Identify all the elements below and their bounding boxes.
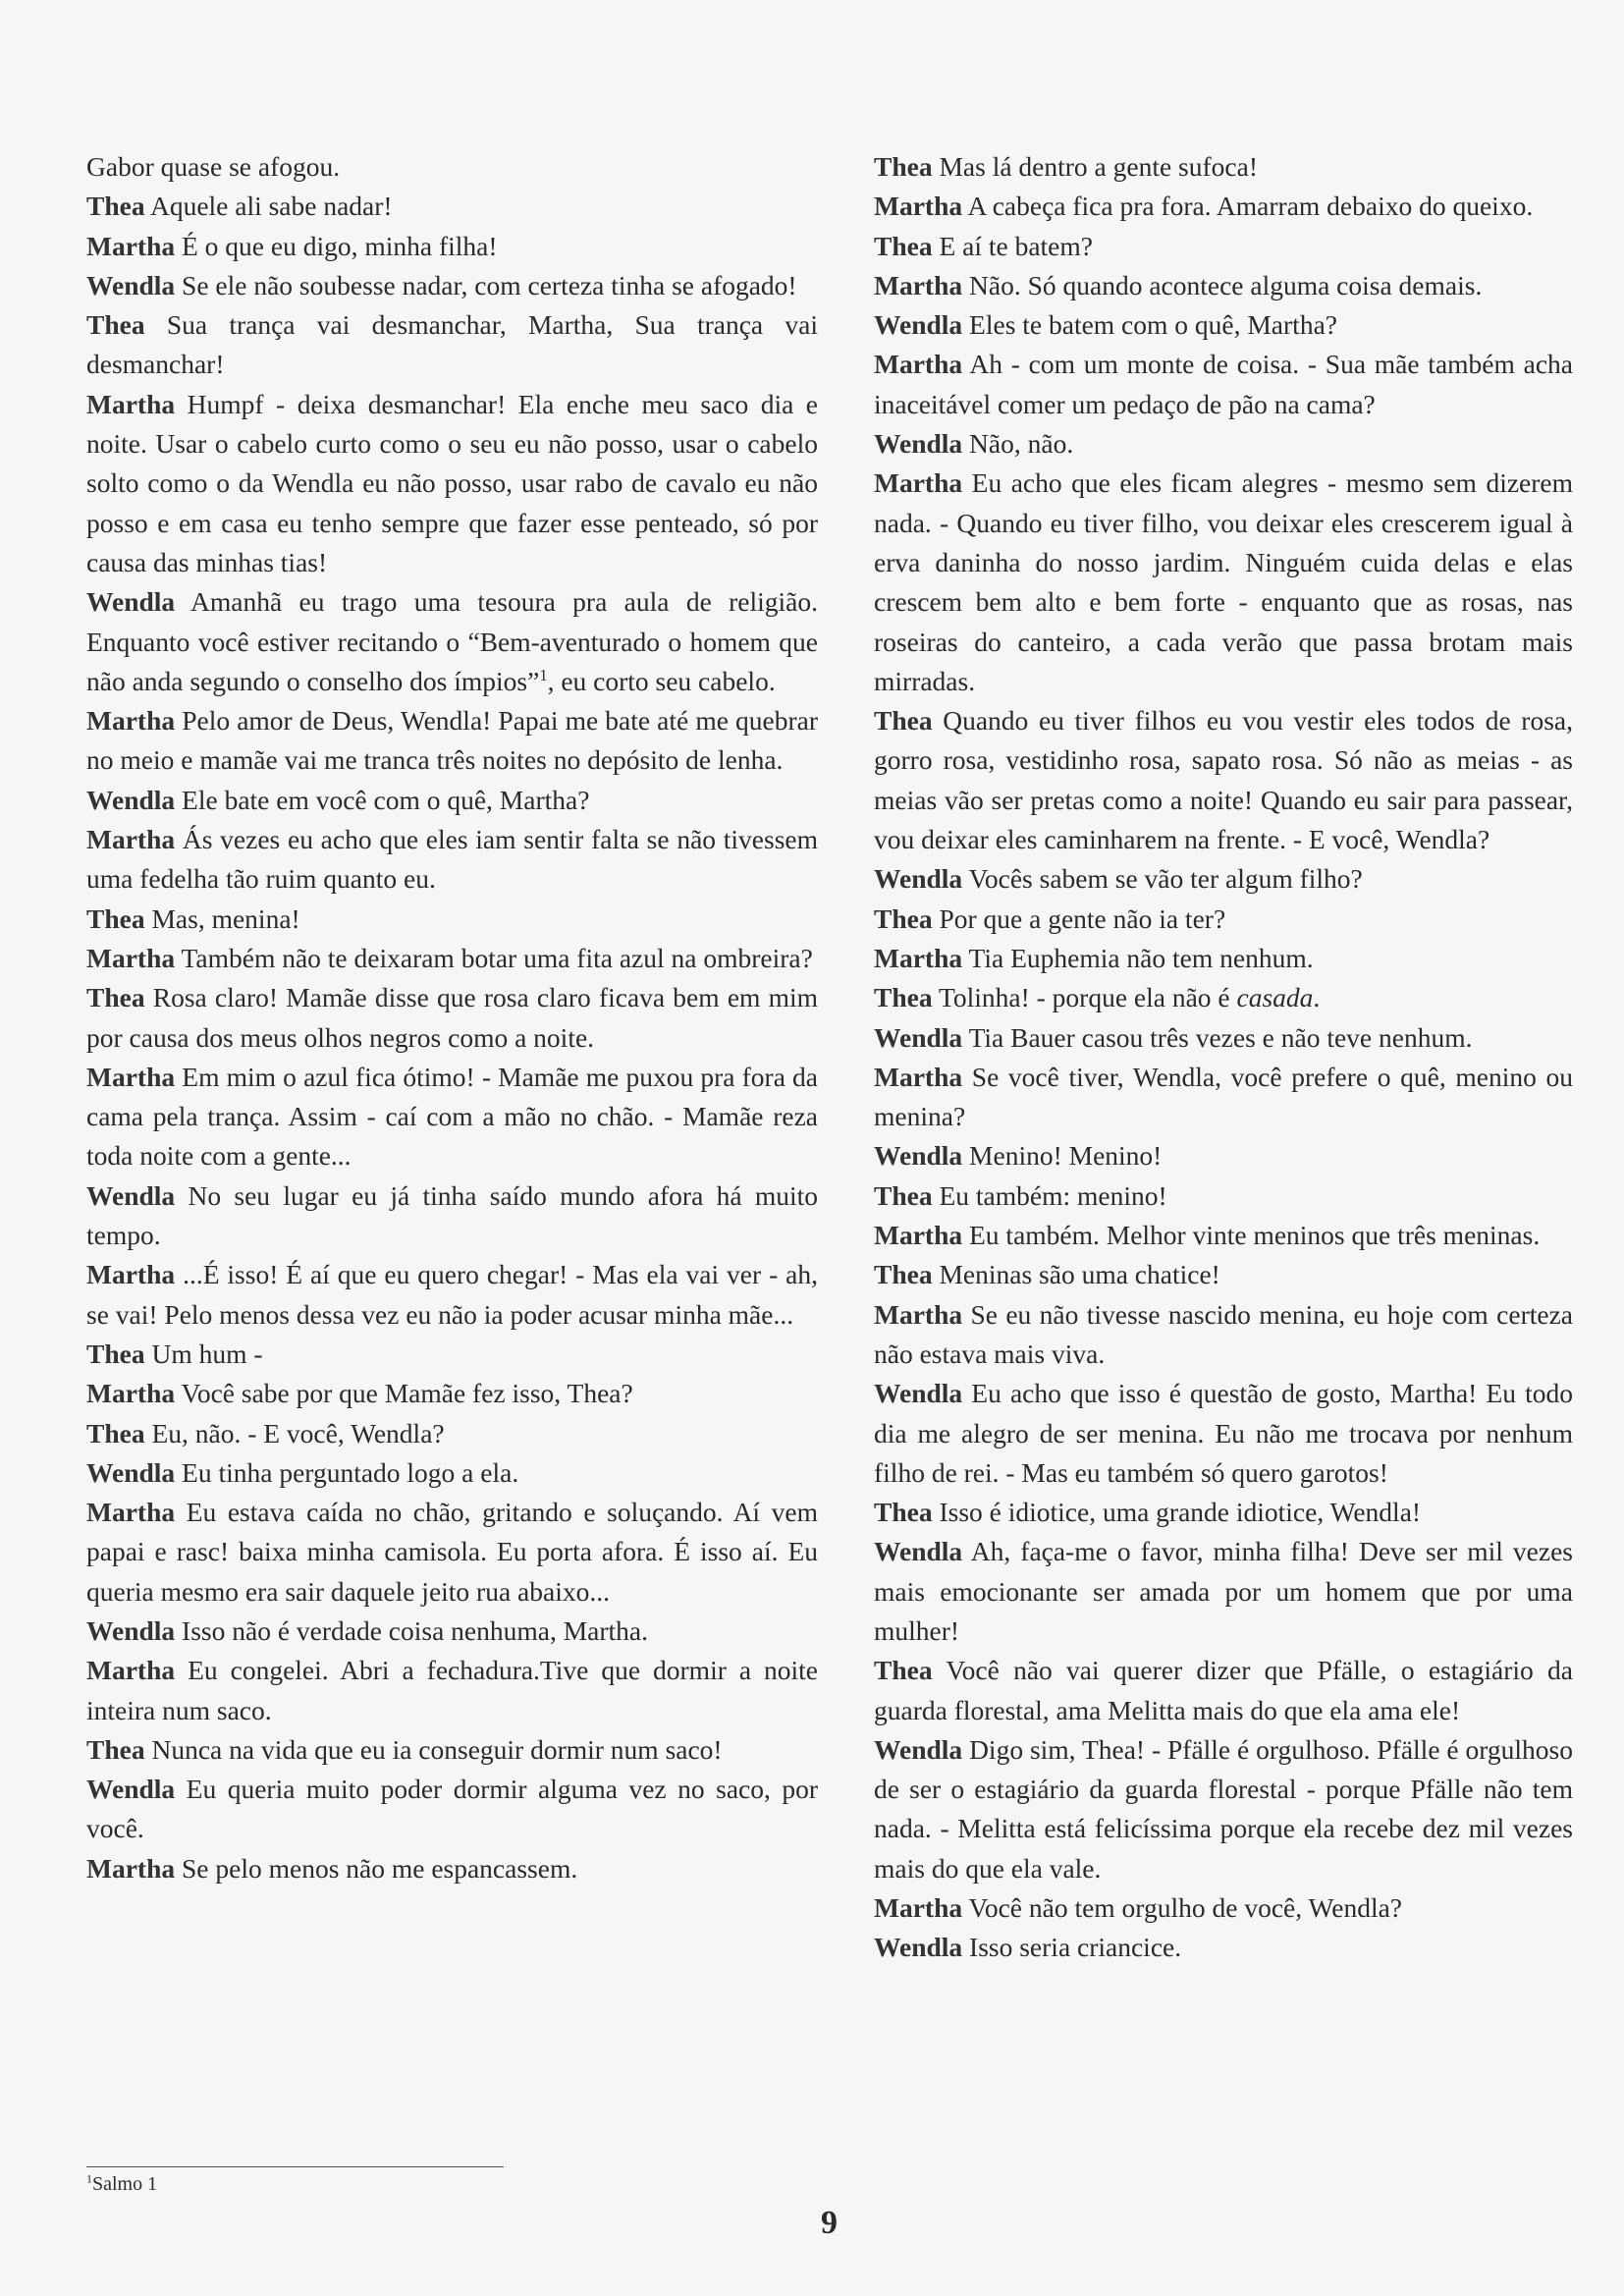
dialogue-line xyxy=(874,900,1573,939)
dialogue-line xyxy=(874,1136,1573,1175)
dialogue-line xyxy=(874,1295,1573,1375)
dialogue-line xyxy=(86,147,818,187)
dialogue-line xyxy=(86,1770,818,1849)
line-text: Isso é idiotice, uma grande idiotice, Wendla! xyxy=(939,1497,1422,1528)
speaker-name: Wendla xyxy=(86,1179,176,1211)
line-text: Isso seria criancice. xyxy=(969,1932,1182,1963)
dialogue-line xyxy=(86,582,818,701)
speaker-name: Martha xyxy=(86,1259,176,1290)
speaker-name: Wendla xyxy=(86,1774,176,1805)
line-text: Sua trança vai desmanchar, Martha, Sua trança vai desmanchar! xyxy=(86,309,818,380)
line-text: Se ele não soubesse nadar, com certeza tinha se afogado! xyxy=(182,269,797,301)
speaker-name: Martha xyxy=(86,1497,176,1528)
line-text: Eu acho que isso é questão de gosto, Martha! Eu todo dia me alegro de ser menina. Eu não me trocava por nenhum filho de rei. - Mas eu também só quero garotos! xyxy=(874,1378,1574,1488)
line-text: ...É isso! É aí que eu quero chegar! - Mas ela vai ver - ah, se vai! Pelo menos dessa vez eu não ia poder acusar minha mãe... xyxy=(86,1259,819,1330)
speaker-name: Martha xyxy=(874,349,963,380)
line-text: Eu acho que eles ficam alegres - mesmo sem dizerem nada. - Quando eu tiver filho, vou deixar eles crescerem igual à erva daninha do nosso jardim. Ninguém cuida delas e elas crescem bem alto e bem forte - enquanto que as rosas, nas roseiras do canteiro, a cada verão que passa brotam mais mirradas. xyxy=(874,467,1574,696)
line-text: Humpf - deixa desmanchar! Ela enche meu saco dia e noite. Usar o cabelo curto como o seu eu não posso, usar o cabelo solto como o da Wendla eu não posso, usar rabo de cavalo eu não posso e em casa eu tenho sempre que fazer esse penteado, só por causa das minhas tias! xyxy=(86,388,818,577)
dialogue-line xyxy=(874,1928,1573,1967)
speaker-name: Thea xyxy=(86,1733,145,1765)
line-text: Você não vai querer dizer que Pfälle, o estagiário da guarda florestal, ama Melitta mais do que ela ama ele! xyxy=(874,1655,1573,1725)
line-text: Eu estava caída no chão, gritando e soluçando. Aí vem papai e rasc! baixa minha camisola. Eu porta afora. É isso aí. Eu queria mesmo era sair daquele jeito rua abaixo... xyxy=(86,1497,818,1607)
dialogue-line xyxy=(874,424,1573,464)
speaker-name: Martha xyxy=(86,1378,176,1409)
line-text: Você sabe por que Mamãe fez isso, Thea? xyxy=(181,1378,633,1409)
speaker-name: Thea xyxy=(874,1497,933,1528)
speaker-name: Martha xyxy=(86,1061,176,1092)
footnote-reference: 1 xyxy=(539,665,548,684)
dialogue-line xyxy=(874,859,1573,899)
line-text-continued: , eu corto seu cabelo. xyxy=(547,665,776,696)
speaker-name: Thea xyxy=(86,982,145,1013)
line-text: Ás vezes eu acho que eles iam sentir falta se não tivessem uma fedelha tão ruim quanto eu. xyxy=(86,824,819,895)
line-text: Tolinha! - porque ela não é xyxy=(938,982,1237,1013)
dialogue-line xyxy=(874,1651,1573,1730)
dialogue-line xyxy=(874,1018,1573,1058)
speaker-name: Wendla xyxy=(86,784,176,815)
speaker-name: Wendla xyxy=(874,1932,963,1963)
dialogue-line xyxy=(86,939,818,978)
dialogue-line xyxy=(874,305,1573,345)
speaker-name: Wendla xyxy=(874,428,963,460)
dialogue-line xyxy=(874,227,1573,266)
line-text: Nunca na vida que eu ia conseguir dormir num saco! xyxy=(151,1733,723,1765)
dialogue-line xyxy=(874,1176,1573,1216)
left-text-column xyxy=(86,147,818,1888)
line-text: A cabeça fica pra fora. Amarram debaixo do queixo. xyxy=(967,191,1534,222)
speaker-name: Thea xyxy=(874,1655,933,1686)
dialogue-line xyxy=(874,266,1573,305)
dialogue-line xyxy=(874,1058,1573,1137)
dialogue-line xyxy=(874,1730,1573,1888)
line-text: Não. Só quando acontece alguma coisa demais. xyxy=(969,269,1483,301)
line-text: Eu queria muito poder dormir alguma vez no saco, por você. xyxy=(86,1774,819,1844)
speaker-name: Wendla xyxy=(86,269,176,301)
line-text: Eu, não. - E você, Wendla? xyxy=(151,1417,445,1449)
line-text: Isso não é verdade coisa nenhuma, Martha. xyxy=(182,1614,649,1646)
page-number: 9 xyxy=(821,2205,838,2241)
line-text: Digo sim, Thea! - Pfälle é orgulhoso. Pfälle é orgulhoso de ser o estagiário da guarda florestal - porque Pfälle não tem nada. - Melitta está felicíssima porque ela recebe dez mil vezes mais do que ela vale. xyxy=(874,1733,1574,1884)
dialogue-line xyxy=(86,1414,818,1453)
line-text: Pelo amor de Deus, Wendla! Papai me bate até me quebrar no meio e mamãe vai me tranca três noites no depósito de lenha. xyxy=(86,705,818,776)
dialogue-line xyxy=(874,701,1573,859)
line-text: Mas lá dentro a gente sufoca! xyxy=(939,151,1258,182)
speaker-name: Wendla xyxy=(874,863,963,895)
line-text: Meninas são uma chatice! xyxy=(939,1259,1220,1290)
line-text: Se pelo menos não me espancassem. xyxy=(182,1852,578,1884)
speaker-name: Thea xyxy=(86,902,145,934)
line-text: Eu também: menino! xyxy=(939,1179,1167,1211)
line-text: Tia Bauer casou três vezes e não teve nenhum. xyxy=(968,1021,1473,1053)
line-text: No seu lugar eu já tinha saído mundo afora há muito tempo. xyxy=(86,1179,818,1251)
speaker-name: Martha xyxy=(86,1655,176,1686)
dialogue-line xyxy=(86,1453,818,1493)
footnote-rule xyxy=(86,2166,504,2167)
line-text: Você não tem orgulho de você, Wendla? xyxy=(968,1892,1402,1924)
line-text: Se você tiver, Wendla, você prefere o quê, menino ou menina? xyxy=(874,1061,1573,1132)
line-text: Ah, faça-me o favor, minha filha! Deve ser mil vezes mais emocionante ser amada por um homem que por uma mulher! xyxy=(874,1536,1573,1646)
dialogue-line xyxy=(86,781,818,820)
line-text: E aí te batem? xyxy=(939,230,1093,261)
footnote-text: Salmo 1 xyxy=(92,2173,158,2195)
dialogue-line xyxy=(86,305,818,385)
line-text: Um hum - xyxy=(151,1338,263,1369)
dialogue-line xyxy=(86,1849,818,1888)
dialogue-line xyxy=(874,1888,1573,1928)
speaker-name: Martha xyxy=(874,191,963,222)
speaker-name: Martha xyxy=(86,705,176,737)
dialogue-line xyxy=(874,1532,1573,1651)
dialogue-line xyxy=(86,385,818,582)
line-text: Tia Euphemia não tem nenhum. xyxy=(968,942,1314,973)
speaker-name: Martha xyxy=(86,824,176,855)
speaker-name: Martha xyxy=(86,230,176,261)
line-text: Não, não. xyxy=(969,428,1074,460)
line-text: Quando eu tiver filhos eu vou vestir eles todos de rosa, gorro rosa, vestidinho rosa, sapato rosa. Só não as meias - as meias vão ser pretas como a noite! Quando eu sair para passear, vou deixar eles caminharem na frente. - E você, Wendla? xyxy=(874,705,1573,855)
dialogue-line xyxy=(86,1493,818,1612)
line-text: Eu congelei. Abri a fechadura.Tive que dormir a noite inteira num saco. xyxy=(86,1655,819,1725)
speaker-name: Martha xyxy=(86,942,176,973)
dialogue-line xyxy=(86,900,818,939)
dialogue-line xyxy=(86,1335,818,1374)
speaker-name: Thea xyxy=(86,1417,145,1449)
speaker-name: Martha xyxy=(874,467,963,499)
dialogue-line xyxy=(86,1612,818,1651)
line-text: Vocês sabem se vão ter algum filho? xyxy=(968,863,1363,895)
dialogue-line xyxy=(86,1176,818,1256)
line-text: Gabor quase se afogou. xyxy=(86,151,341,182)
dialogue-line xyxy=(874,1374,1573,1493)
dialogue-line xyxy=(874,345,1573,424)
dialogue-line xyxy=(86,820,818,900)
speaker-name: Wendla xyxy=(874,1733,963,1765)
right-text-column xyxy=(874,147,1573,1968)
dialogue-line xyxy=(86,1374,818,1413)
line-text: Também não te deixaram botar uma fita azul na ombreira? xyxy=(181,942,813,973)
speaker-name: Wendla xyxy=(86,1614,176,1646)
speaker-name: Wendla xyxy=(874,1378,963,1409)
dialogue-line xyxy=(86,1255,818,1335)
dialogue-line xyxy=(86,266,818,305)
speaker-name: Martha xyxy=(874,1220,963,1251)
line-text: Por que a gente não ia ter? xyxy=(939,902,1226,934)
speaker-name: Thea xyxy=(86,191,145,222)
speaker-name: Thea xyxy=(874,705,933,737)
dialogue-line xyxy=(874,464,1573,701)
dialogue-line xyxy=(86,187,818,226)
dialogue-line xyxy=(874,1493,1573,1532)
line-text: Em mim o azul fica ótimo! - Mamãe me puxou pra fora da cama pela trança. Assim - caí com a mão no chão. - Mamãe reza toda noite com a gente... xyxy=(86,1061,819,1172)
dialogue-line xyxy=(874,978,1573,1017)
speaker-name: Thea xyxy=(86,309,145,341)
dialogue-line xyxy=(86,701,818,781)
speaker-name: Thea xyxy=(874,902,933,934)
line-text: Ah - com um monte de coisa. - Sua mãe também acha inaceitável comer um pedaço de pão na cama? xyxy=(874,349,1573,419)
dialogue-line xyxy=(874,1216,1573,1255)
line-text-continued: . xyxy=(1313,982,1321,1013)
speaker-name: Thea xyxy=(874,1259,933,1290)
speaker-name: Wendla xyxy=(86,586,176,618)
line-text: Ele bate em você com o quê, Martha? xyxy=(182,784,590,815)
speaker-name: Wendla xyxy=(86,1456,176,1488)
dialogue-line xyxy=(874,939,1573,978)
footnote-marker: 1 xyxy=(86,2171,92,2186)
speaker-name: Wendla xyxy=(874,1536,963,1567)
dialogue-line xyxy=(86,227,818,266)
speaker-name: Thea xyxy=(86,1338,145,1369)
line-text: Se eu não tivesse nascido menina, eu hoje com certeza não estava mais viva. xyxy=(874,1298,1573,1369)
speaker-name: Martha xyxy=(86,1852,176,1884)
dialogue-line xyxy=(86,1730,818,1770)
line-text: Menino! Menino! xyxy=(969,1140,1163,1172)
dialogue-line xyxy=(874,147,1573,187)
emphasis-text: casada xyxy=(1236,982,1314,1013)
line-text: Mas, menina! xyxy=(151,902,300,934)
speaker-name: Thea xyxy=(874,982,933,1013)
line-text: Rosa claro! Mamãe disse que rosa claro ficava bem em mim por causa dos meus olhos negros como a noite. xyxy=(86,982,819,1053)
line-text: Amanhã eu trago uma tesoura pra aula de religião. Enquanto você estiver recitando o “Bem-aventurado o homem que não anda segundo o conselho dos ímpios” xyxy=(86,586,818,696)
dialogue-line xyxy=(874,1255,1573,1294)
footnote xyxy=(86,2172,157,2196)
speaker-name: Martha xyxy=(874,1892,963,1924)
dialogue-line xyxy=(86,1651,818,1730)
speaker-name: Martha xyxy=(874,942,963,973)
line-text: Eu também. Melhor vinte meninos que três meninas. xyxy=(969,1220,1541,1251)
speaker-name: Wendla xyxy=(874,1140,963,1172)
speaker-name: Martha xyxy=(874,1298,963,1330)
line-text: Eles te batem com o quê, Martha? xyxy=(969,309,1337,341)
line-text: Eu tinha perguntado logo a ela. xyxy=(182,1456,519,1488)
dialogue-line xyxy=(86,1058,818,1176)
speaker-name: Thea xyxy=(874,151,933,182)
speaker-name: Thea xyxy=(874,230,933,261)
speaker-name: Martha xyxy=(86,388,176,419)
speaker-name: Thea xyxy=(874,1179,933,1211)
speaker-name: Martha xyxy=(874,1061,963,1092)
line-text: É o que eu digo, minha filha! xyxy=(182,230,498,261)
speaker-name: Wendla xyxy=(874,1021,963,1053)
dialogue-line xyxy=(874,187,1573,226)
line-text: Aquele ali sabe nadar! xyxy=(149,191,393,222)
dialogue-line xyxy=(86,978,818,1058)
speaker-name: Martha xyxy=(874,269,963,301)
speaker-name: Wendla xyxy=(874,309,963,341)
